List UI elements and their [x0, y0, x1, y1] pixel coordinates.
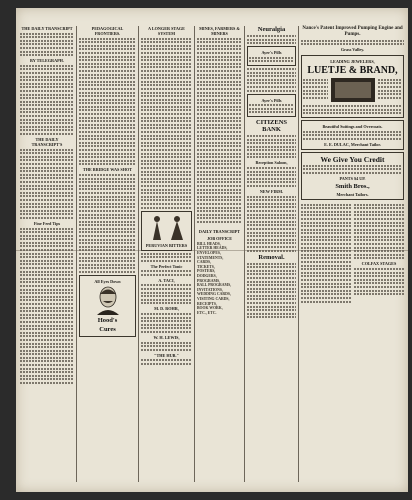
colfax-stages-title: COLFAX STAGES [361, 261, 397, 267]
ad-rohr: M. D. ROHR, [154, 306, 179, 312]
column-e [247, 24, 296, 484]
merchant-tailors-label: Merchant Tailors. [336, 191, 369, 197]
column-rule [138, 26, 139, 482]
portrait-illustration [93, 285, 123, 315]
headline-pedagogical: PEDAGOGICAL FRONTIERS. [91, 26, 124, 36]
grass-valley-label: Grass Valley. [340, 47, 365, 53]
column-f [301, 24, 404, 484]
job-list-item: BALL PROGRAMS, [197, 283, 232, 288]
headline-feed: Fine Feed Tips [33, 220, 61, 226]
neuralgia-title: Neuralgia [257, 26, 286, 33]
headline-telegraph: BY TELEGRAPH. [30, 58, 64, 64]
newspaper-page [16, 8, 408, 492]
job-list-item: DODGERS, [197, 274, 217, 279]
ayers-pills-title-2: Ayer's Pills [261, 97, 282, 103]
job-list-item: PROGRAMS, [197, 278, 221, 283]
perfect-tonic: The Perfect Tonic [150, 263, 183, 269]
dulac-ad [301, 120, 404, 150]
job-list-item: BILL HEADS, [197, 241, 221, 246]
pants-price: PANTS $4 UP. [339, 175, 366, 181]
ad-lewis: W. H. LEWIS, [153, 335, 180, 340]
job-list-item: INVITATIONS, [197, 287, 223, 292]
headline-transcript: THE DAILY TRANSCRIPT'S [31, 137, 63, 148]
jewelers-ad [301, 55, 404, 118]
ad-transcript-title: DAILY TRANSCRIPT [198, 228, 241, 234]
cures-title: Cures [99, 326, 116, 333]
ad-job-office: JOB OFFICE [206, 235, 232, 241]
smith-bros-title: Smith Bros., [335, 182, 370, 190]
headline-stage: A LONGER STAGE SYSTEM [148, 26, 185, 36]
luetje-brand-title: LUETJE & BRAND, [307, 65, 398, 77]
column-rule [194, 26, 195, 482]
column-d [197, 24, 242, 484]
masthead: THE DAILY TRANSCRIPT [21, 26, 73, 31]
job-list-item: WEDDING CARDS, [197, 292, 231, 297]
column-rule [298, 26, 299, 482]
nance-engine-title: Nance's Patent Improved Pumping Engine and Pumps. [302, 26, 403, 37]
job-list-item: TICKETS, [197, 264, 215, 269]
watch-illustration [330, 77, 376, 103]
ayers-pills-title-1: Ayer's Pills [261, 50, 282, 56]
dulac-title: E. E. DULAC, Merchant Tailor. [324, 141, 381, 147]
column-a [20, 24, 74, 484]
column-b [79, 24, 136, 484]
figures-illustration [145, 213, 189, 241]
ayers-pills-ad-2 [247, 94, 296, 117]
credit-title: We Give You Credit [320, 154, 385, 164]
headline-mines: MINES, FARMERS & MINERS [199, 26, 240, 36]
job-list [197, 242, 242, 316]
headline-bridge: THE BRIDGE WAS SHOT [82, 167, 133, 173]
removal-title: Removal. [258, 253, 285, 261]
job-list-item: CARDS, [197, 260, 212, 265]
ad-all-eyes: All Eyes Down [94, 279, 121, 284]
ad-taci: A. TACI, [158, 277, 175, 283]
column-c [141, 24, 192, 484]
new-firm-title: NEW FIRM. [259, 189, 284, 195]
job-list-item: POSTERS, [197, 269, 216, 274]
reception-saloon-title: Reception Saloon, [255, 160, 288, 166]
job-list-item: ENVELOPES, [197, 251, 221, 256]
citizens-bank-title: CITIZENS BANK [255, 118, 288, 133]
ad-hub: "THE HUB." [154, 352, 179, 358]
job-list-item: ETC., ETC. [197, 310, 217, 315]
smith-bros-ad [301, 152, 404, 200]
job-list-item: RECEIPTS, [197, 301, 217, 306]
suitings-title: Beautiful Suitings and Overcoats. [322, 123, 383, 129]
column-rule [244, 26, 245, 482]
job-list-item: STATEMENTS, [197, 255, 224, 260]
job-list-item: BOOK WORK, [197, 306, 223, 311]
hoods-ad [79, 275, 136, 337]
leading-jewelers-title: LEADING JEWELERS, [330, 59, 375, 65]
job-list-item: LETTER HEADS, [197, 246, 228, 251]
column-rule [76, 26, 77, 482]
hoods-title: Hood's [97, 317, 118, 324]
peruvian-bitters-ad [141, 211, 192, 251]
job-list-item: VISITING CARDS, [197, 297, 230, 301]
ayers-pills-ad-1 [247, 46, 296, 66]
peruvian-bitters-title: PERUVIAN BITTERS [145, 242, 188, 248]
